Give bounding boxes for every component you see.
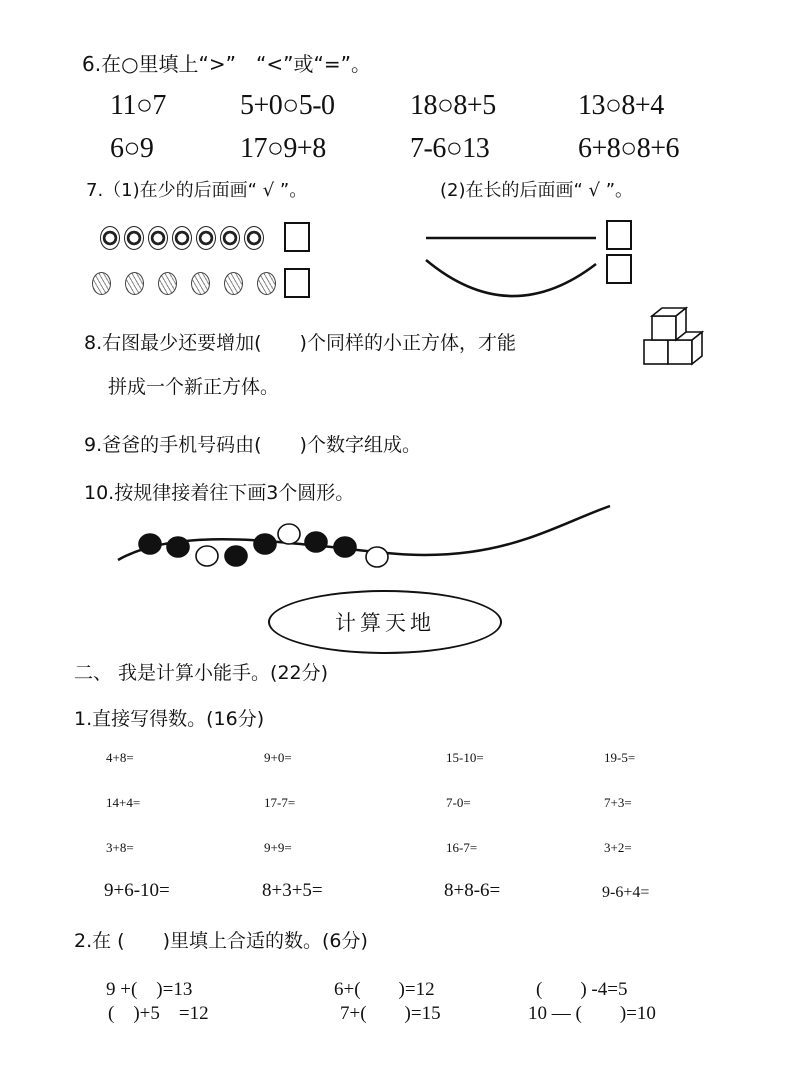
- p1-expr-1-3: 15-10=: [446, 750, 484, 765]
- calculation-banner: [268, 590, 502, 654]
- soccer-ball-icon: [220, 226, 240, 250]
- cube-stack-icon: [638, 306, 712, 372]
- curved-line: [426, 260, 596, 296]
- p1-big-expr-2: 8+3+5=: [262, 880, 323, 901]
- volleyball-icon: [158, 272, 177, 295]
- p1-big-expr-4: 9-6+4=: [602, 884, 650, 901]
- p1-expr-1-4: 19-5=: [604, 750, 636, 765]
- q6-expr-2-1: 6○9: [110, 133, 154, 164]
- answer-box-straight-line[interactable]: [606, 220, 632, 250]
- p1-expr-1-2: 9+0=: [264, 750, 292, 765]
- q6-expr-2-3: 7-6○13: [410, 133, 490, 164]
- filled-bead: [225, 546, 247, 566]
- section2-title: 二、 我是计算小能手。(22分): [74, 662, 329, 684]
- soccer-ball-icon: [244, 226, 264, 250]
- volleyball-icon: [92, 272, 111, 295]
- bead-pattern-figure: [110, 500, 620, 575]
- p1-expr-2-2: 17-7=: [264, 795, 296, 810]
- p2-expr-1-3: ( ) -4=5: [536, 979, 628, 1000]
- p1-expr-3-2: 9+9=: [264, 840, 292, 855]
- q9-text: 9.爸爸的手机号码由( )个数字组成。: [84, 434, 421, 456]
- q6-title: 6.在○里填上“>” “<”或“=”。: [82, 52, 371, 76]
- p1-expr-3-4: 3+2=: [604, 840, 632, 855]
- p2-expr-2-2: 7+( )=15: [340, 1003, 441, 1024]
- q6-expr-2-4: 6+8○8+6: [578, 133, 679, 164]
- volleyball-icon: [125, 272, 144, 295]
- soccer-ball-icon: [124, 226, 144, 250]
- answer-box-volleyball[interactable]: [284, 268, 310, 298]
- p2-expr-1-1: 9 +( )=13: [106, 979, 193, 1000]
- answer-box-curved-line[interactable]: [606, 254, 632, 284]
- p1-title: 1.直接写得数。(16分): [74, 708, 265, 730]
- p2-expr-1-2: 6+( )=12: [334, 979, 435, 1000]
- pattern-string-line: [118, 506, 610, 560]
- line-comparison-figure: [420, 220, 600, 310]
- q6-expr-1-3: 18○8+5: [410, 90, 496, 121]
- q6-expr-1-2: 5+0○5-0: [240, 90, 335, 121]
- soccer-ball-icon: [172, 226, 192, 250]
- filled-bead: [305, 532, 327, 552]
- soccer-ball-icon: [196, 226, 216, 250]
- filled-bead: [139, 534, 161, 554]
- p1-expr-2-1: 14+4=: [106, 795, 141, 810]
- p1-expr-2-4: 7+3=: [604, 795, 632, 810]
- q10-text: 10.按规律接着往下画3个圆形。: [84, 482, 355, 504]
- filled-bead: [334, 537, 356, 557]
- p1-expr-3-1: 3+8=: [106, 840, 134, 855]
- filled-bead: [254, 534, 276, 554]
- empty-bead: [278, 524, 300, 544]
- empty-bead: [366, 547, 388, 567]
- filled-bead: [167, 537, 189, 557]
- p1-expr-3-3: 16-7=: [446, 840, 478, 855]
- p2-expr-2-1: ( )+5 =12: [108, 1003, 209, 1024]
- q8-line2: 拼成一个新正方体。: [108, 376, 280, 398]
- soccer-ball-icon: [100, 226, 120, 250]
- bead-group: [139, 524, 388, 567]
- answer-box-soccer[interactable]: [284, 222, 310, 252]
- q7-part2-text: (2)在长的后面画“ √ ”。: [440, 180, 634, 201]
- q6-expr-1-1: 11○7: [110, 90, 166, 121]
- volleyball-icon: [257, 272, 276, 295]
- p1-big-expr-1: 9+6-10=: [104, 880, 170, 901]
- p2-title: 2.在 ( )里填上合适的数。(6分): [74, 930, 368, 952]
- volleyball-icon: [224, 272, 243, 295]
- empty-bead: [196, 546, 218, 566]
- soccer-ball-icon: [148, 226, 168, 250]
- banner-text: 计算天地: [335, 611, 435, 635]
- q6-expr-2-2: 17○9+8: [240, 133, 326, 164]
- p1-expr-1-1: 4+8=: [106, 750, 134, 765]
- q8-line1: 8.右图最少还要增加( )个同样的小正方体，才能: [84, 332, 516, 354]
- volleyball-icon: [191, 272, 210, 295]
- q7-part1-text: 7.（1)在少的后面画“ √ ”。: [86, 180, 308, 201]
- p2-expr-2-3: 10 — ( )=10: [528, 1003, 656, 1024]
- p1-expr-2-3: 7-0=: [446, 795, 471, 810]
- q6-expr-1-4: 13○8+4: [578, 90, 664, 121]
- p1-big-expr-3: 8+8-6=: [444, 880, 501, 901]
